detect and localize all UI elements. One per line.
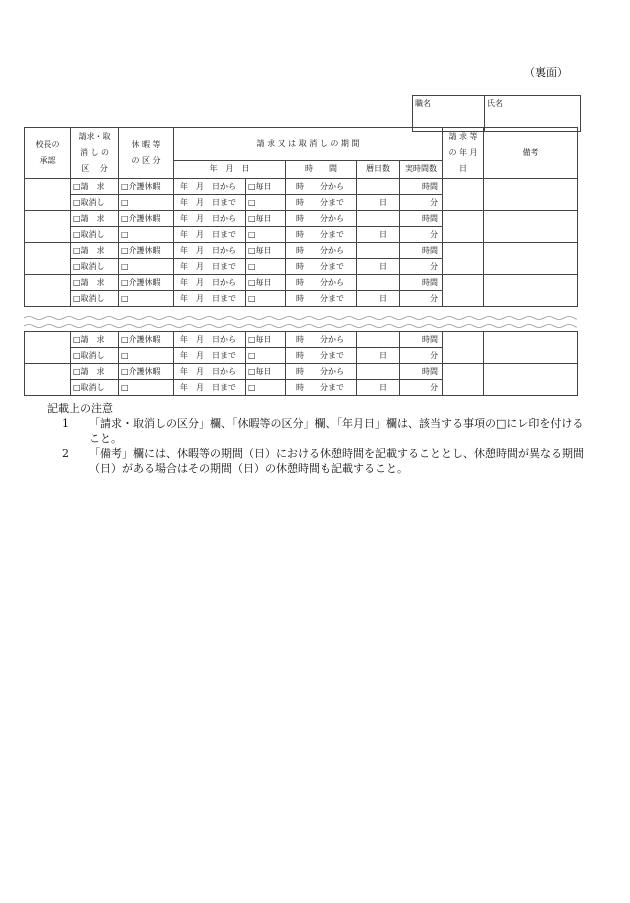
- table-row: [25, 332, 578, 348]
- principal-approval-cell[interactable]: [25, 364, 71, 396]
- minutes-unit: 分: [400, 259, 443, 275]
- daily-checkbox[interactable]: □毎日: [246, 211, 286, 227]
- table-row: [25, 243, 578, 259]
- notes-title: 記載上の注意: [47, 402, 113, 415]
- remarks-cell[interactable]: [484, 211, 578, 243]
- care-leave-checkbox[interactable]: □介護休暇: [119, 332, 174, 348]
- date-to[interactable]: 年 月 日まで: [174, 348, 246, 364]
- time-to[interactable]: 時 分まで: [286, 195, 357, 211]
- request-date-cell[interactable]: [443, 275, 484, 307]
- time-subheader: 時 間: [286, 160, 357, 178]
- other-checkbox[interactable]: □: [246, 348, 286, 364]
- days-unit: 日: [357, 259, 400, 275]
- principal-approval-cell[interactable]: [25, 179, 71, 211]
- days-cell[interactable]: [357, 243, 400, 259]
- request-checkbox[interactable]: □請 求: [71, 243, 119, 259]
- days-cell[interactable]: [357, 364, 400, 380]
- days-cell[interactable]: [357, 179, 400, 195]
- time-to[interactable]: 時 分まで: [286, 291, 357, 307]
- job-title-label: 職名: [415, 99, 431, 108]
- care-leave-checkbox[interactable]: □介護休暇: [119, 211, 174, 227]
- time-to[interactable]: 時 分まで: [286, 380, 357, 396]
- time-from[interactable]: 時 分から: [286, 364, 357, 380]
- time-from[interactable]: 時 分から: [286, 275, 357, 291]
- other-leave-checkbox[interactable]: □: [119, 291, 174, 307]
- table-row: [25, 275, 578, 291]
- date-to[interactable]: 年 月 日まで: [174, 291, 246, 307]
- cancel-checkbox[interactable]: □取消し: [71, 348, 119, 364]
- days-unit: 日: [357, 227, 400, 243]
- time-from[interactable]: 時 分から: [286, 179, 357, 195]
- minutes-unit: 分: [400, 380, 443, 396]
- date-to[interactable]: 年 月 日まで: [174, 380, 246, 396]
- other-leave-checkbox[interactable]: □: [119, 380, 174, 396]
- name-label: 氏名: [487, 99, 503, 108]
- time-from[interactable]: 時 分から: [286, 211, 357, 227]
- other-leave-checkbox[interactable]: □: [119, 195, 174, 211]
- days-unit: 日: [357, 380, 400, 396]
- days-unit: 日: [357, 348, 400, 364]
- request-checkbox[interactable]: □請 求: [71, 211, 119, 227]
- date-to[interactable]: 年 月 日まで: [174, 259, 246, 275]
- date-from[interactable]: 年 月 日から: [174, 275, 246, 291]
- date-to[interactable]: 年 月 日まで: [174, 227, 246, 243]
- cancel-checkbox[interactable]: □取消し: [71, 227, 119, 243]
- leave-request-table-lower: [24, 331, 578, 396]
- time-to[interactable]: 時 分まで: [286, 259, 357, 275]
- days-cell[interactable]: [357, 332, 400, 348]
- principal-approval-cell[interactable]: [25, 243, 71, 275]
- care-leave-checkbox[interactable]: □介護休暇: [119, 243, 174, 259]
- request-checkbox[interactable]: □請 求: [71, 179, 119, 195]
- principal-approval-cell[interactable]: [25, 332, 71, 364]
- minutes-unit: 分: [400, 291, 443, 307]
- hours-cell[interactable]: 時間: [400, 364, 443, 380]
- other-leave-checkbox[interactable]: □: [119, 348, 174, 364]
- days-unit: 日: [357, 291, 400, 307]
- remarks-cell[interactable]: [484, 243, 578, 275]
- request-checkbox[interactable]: □請 求: [71, 275, 119, 291]
- days-cell[interactable]: [357, 211, 400, 227]
- daily-checkbox[interactable]: □毎日: [246, 332, 286, 348]
- other-checkbox[interactable]: □: [246, 227, 286, 243]
- request-cancel-header: 請求・取 消 し の 区 分: [71, 128, 119, 179]
- other-checkbox[interactable]: □: [246, 380, 286, 396]
- principal-approval-cell[interactable]: [25, 211, 71, 243]
- note-item: 1 「請求・取消しの区分」欄、「休暇等の区分」欄、「年月日」欄は、該当する事項の□にレ印を付けること。: [62, 417, 584, 445]
- request-date-cell[interactable]: [443, 243, 484, 275]
- cancel-checkbox[interactable]: □取消し: [71, 195, 119, 211]
- cancel-checkbox[interactable]: □取消し: [71, 259, 119, 275]
- date-from[interactable]: 年 月 日から: [174, 332, 246, 348]
- hours-cell[interactable]: 時間: [400, 275, 443, 291]
- other-checkbox[interactable]: □: [246, 195, 286, 211]
- note-item: 2 「備考」欄には、休暇等の期間（日）における休憩時間を記載することとし、休憩時間が異なる期間（日）がある場合はその期間（日）の休憩時間も記載すること。: [62, 447, 584, 475]
- date-from[interactable]: 年 月 日から: [174, 179, 246, 195]
- request-date-cell[interactable]: [443, 364, 484, 396]
- principal-approval-header: 校長の 承認: [25, 128, 71, 179]
- page-label: （裏面）: [524, 66, 568, 79]
- other-leave-checkbox[interactable]: □: [119, 227, 174, 243]
- date-to[interactable]: 年 月 日まで: [174, 195, 246, 211]
- date-from[interactable]: 年 月 日から: [174, 243, 246, 259]
- principal-approval-cell[interactable]: [25, 275, 71, 307]
- care-leave-checkbox[interactable]: □介護休暇: [119, 364, 174, 380]
- time-from[interactable]: 時 分から: [286, 243, 357, 259]
- care-leave-checkbox[interactable]: □介護休暇: [119, 275, 174, 291]
- daily-checkbox[interactable]: □毎日: [246, 364, 286, 380]
- minutes-unit: 分: [400, 195, 443, 211]
- daily-checkbox[interactable]: □毎日: [246, 275, 286, 291]
- days-subheader: 暦日数: [357, 160, 400, 178]
- days-unit: 日: [357, 195, 400, 211]
- other-checkbox[interactable]: □: [246, 291, 286, 307]
- date-from[interactable]: 年 月 日から: [174, 211, 246, 227]
- period-header: 請 求 又 は 取 消 し の 期 間: [174, 128, 443, 161]
- daily-checkbox[interactable]: □毎日: [246, 179, 286, 195]
- remarks-cell[interactable]: [484, 364, 578, 396]
- hours-cell[interactable]: 時間: [400, 243, 443, 259]
- hours-cell[interactable]: 時間: [400, 179, 443, 195]
- date-subheader: 年 月 日: [174, 160, 286, 178]
- hours-subheader: 実時間数: [400, 160, 443, 178]
- remarks-cell[interactable]: [484, 332, 578, 364]
- minutes-unit: 分: [400, 348, 443, 364]
- request-checkbox[interactable]: □請 求: [71, 332, 119, 348]
- cancel-checkbox[interactable]: □取消し: [71, 380, 119, 396]
- other-checkbox[interactable]: □: [246, 259, 286, 275]
- leave-type-header: 休 暇 等 の 区 分: [119, 128, 174, 179]
- remarks-cell[interactable]: [484, 275, 578, 307]
- other-leave-checkbox[interactable]: □: [119, 259, 174, 275]
- leave-request-table-upper: [24, 127, 578, 307]
- request-date-cell[interactable]: [443, 332, 484, 364]
- remarks-header: 備考: [484, 128, 578, 179]
- daily-checkbox[interactable]: □毎日: [246, 243, 286, 259]
- table-row: [25, 179, 578, 195]
- table-row: [25, 364, 578, 380]
- request-checkbox[interactable]: □請 求: [71, 364, 119, 380]
- days-cell[interactable]: [357, 275, 400, 291]
- remarks-cell[interactable]: [484, 179, 578, 211]
- request-date-header: 請 求 等 の 年 月 日: [443, 128, 484, 179]
- cancel-checkbox[interactable]: □取消し: [71, 291, 119, 307]
- request-date-cell[interactable]: [443, 211, 484, 243]
- time-from[interactable]: 時 分から: [286, 332, 357, 348]
- omission-break: [24, 312, 577, 332]
- hours-cell[interactable]: 時間: [400, 211, 443, 227]
- hours-cell[interactable]: 時間: [400, 332, 443, 348]
- notes-section: [47, 401, 587, 476]
- minutes-unit: 分: [400, 227, 443, 243]
- date-from[interactable]: 年 月 日から: [174, 364, 246, 380]
- care-leave-checkbox[interactable]: □介護休暇: [119, 179, 174, 195]
- table-row: [25, 211, 578, 227]
- time-to[interactable]: 時 分まで: [286, 348, 357, 364]
- request-date-cell[interactable]: [443, 179, 484, 211]
- time-to[interactable]: 時 分まで: [286, 227, 357, 243]
